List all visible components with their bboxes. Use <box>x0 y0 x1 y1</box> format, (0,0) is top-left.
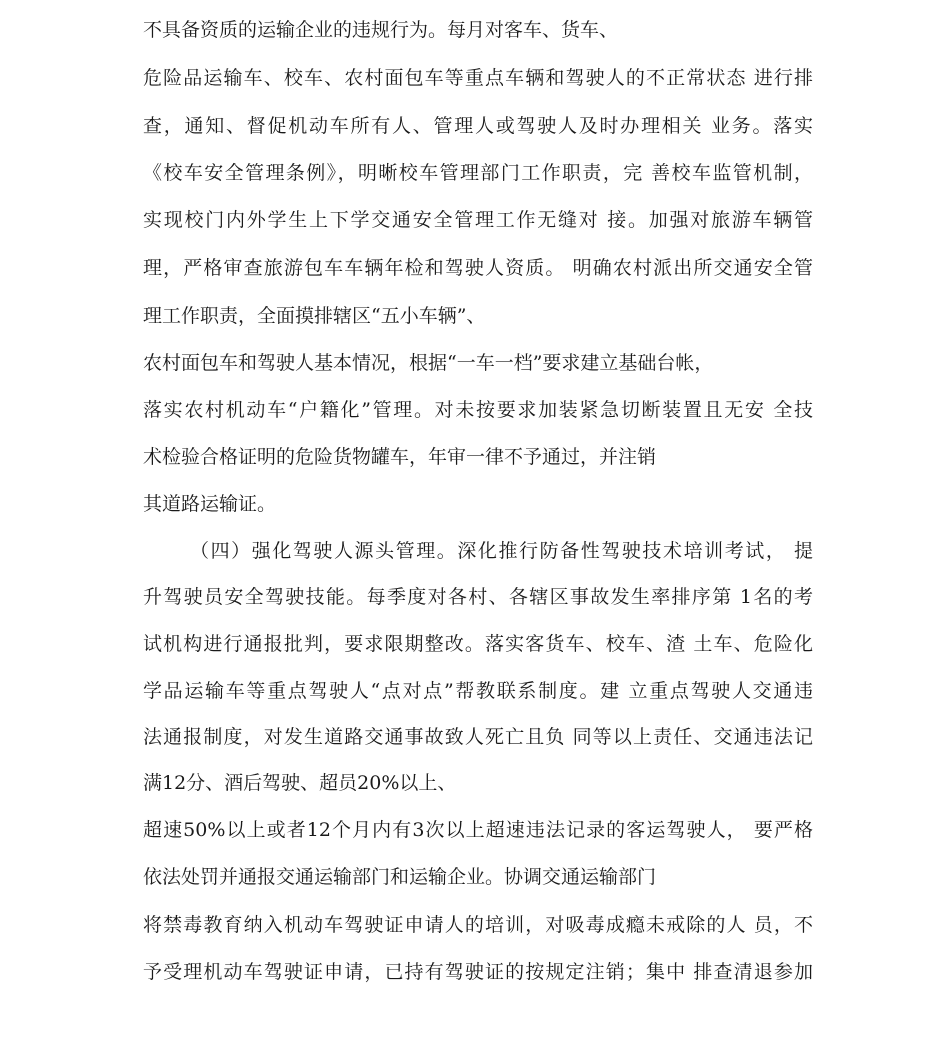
text-line: 法通报制度，对发生道路交通事故致人死亡且负 同等以上责任、交通违法记 <box>143 726 813 748</box>
text-line: 满12分、酒后驾驶、超员20%以上、 <box>143 772 457 794</box>
text-line: 查，通知、督促机动车所有人、管理人或驾驶人及时办理相关 业务。落实 <box>143 115 813 137</box>
text-line: 《校车安全管理条例》，明晰校车管理部门工作职责，完 善校车监管机制， <box>143 162 813 184</box>
text-line: 其道路运输证。 <box>143 493 277 515</box>
text-line: 依法处罚并通报交通运输部门和运输企业。协调交通运输部门 <box>143 866 657 888</box>
text-line: 危险品运输车、校车、农村面包车等重点车辆和驾驶人的不正常状态 进行排 <box>143 67 813 89</box>
text-line: 将禁毒教育纳入机动车驾驶证申请人的培训，对吸毒成瘾未戒除的人 员，不 <box>143 914 813 936</box>
text-line: 不具备资质的运输企业的违规行为。每月对客车、货车、 <box>143 19 619 41</box>
text-line: 农村面包车和驾驶人基本情况，根据“一车一档”要求建立基础台帐， <box>143 352 714 374</box>
text-line: 试机构进行通报批判，要求限期整改。落实客货车、校车、渣 土车、危险化 <box>143 633 813 655</box>
text-line: 理，严格审查旅游包车车辆年检和驾驶人资质。 明确农村派出所交通安全管 <box>143 257 813 279</box>
text-line: 实现校门内外学生上下学交通安全管理工作无缝对 接。加强对旅游车辆管 <box>143 209 813 231</box>
text-line: 落实农村机动车“户籍化”管理。对未按要求加装紧急切断装置且无安 全技 <box>143 399 813 421</box>
text-line: 理工作职责，全面摸排辖区“五小车辆”、 <box>143 305 486 327</box>
text-line: 学品运输车等重点驾驶人“点对点”帮教联系制度。建 立重点驾驶人交通违 <box>143 680 813 702</box>
text-line: 术检验合格证明的危险货物罐车，年审一律不予通过，并注销 <box>143 446 657 468</box>
paragraph-heading-line: （四）强化驾驶人源头管理。深化推行防备性驾驶技术培训考试， 提 <box>190 540 813 562</box>
text-line: 升驾驶员安全驾驶技能。每季度对各村、各辖区事故发生率排序第 1名的考 <box>143 586 813 608</box>
text-line: 予受理机动车驾驶证申请，已持有驾驶证的按规定注销；集中 排查清退参加 <box>143 961 813 983</box>
text-line: 超速50%以上或者12个月内有3次以上超速违法记录的客运驾驶人， 要严格 <box>143 819 813 841</box>
